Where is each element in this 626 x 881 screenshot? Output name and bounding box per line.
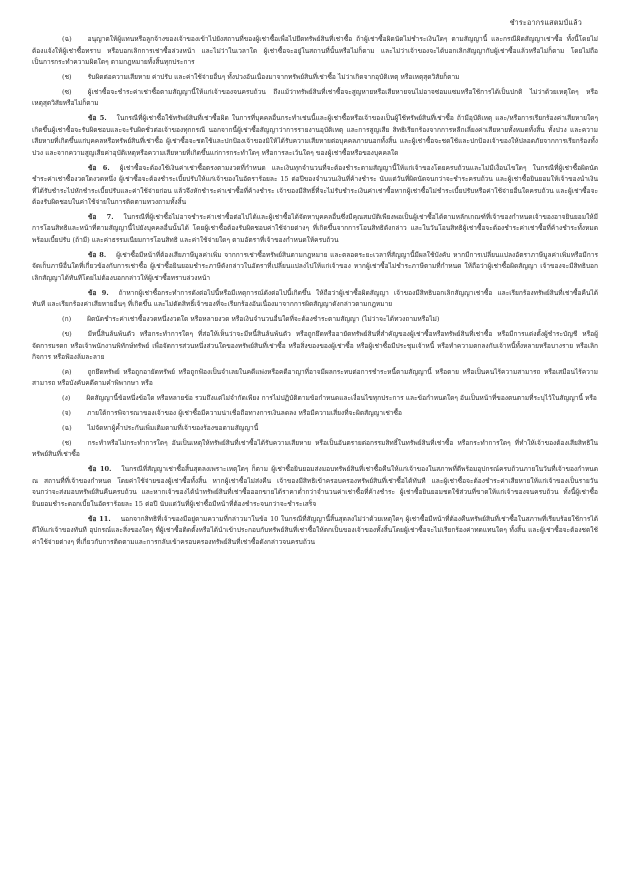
clause-6 xyxy=(32,163,598,209)
clause-4-sub-e-marker: (ช) xyxy=(62,72,72,81)
clause-9-sub-g-marker: (ช) xyxy=(62,438,72,447)
clause-10-text: ในกรณีที่สัญญาเช่าซื้อสิ้นสุดลงเพราะเหตุใดๆ ก็ตาม ผู้เช่าซื้อยินยอมส่งมอบทรัพย์สินที่เช่าซื้อคืนให้แก่เจ้าของในสภาพที่ดีพร้อมอุปกรณ์ครบถ้วนภายในวันที่เจ้าของกำหนด ณ สถานที่ที่เจ้าของกำหนด โดยค่าใช้จ่ายของผู้เช่าซื้อทั้งสิ้น หากผู้เช่าซื้อไม่ส่งคืน เจ้าของมีสิทธิเข้าครอบครองทรัพย์สินที่เช่าซื้อได้ทันที และผู้เช่าซื้อจะต้องชำระค่าเสียหายให้แก่เจ้าของเป็นรายวันจนกว่าจะส่งมอบทรัพย์สินคืนครบถ้วน และหากเจ้าของได้นำทรัพย์สินที่เช่าซื้อออกขายได้ราคาต่ำกว่าจำนวนค่าเช่าซื้อที่ค้างชำระ ผู้เช่าซื้อยินยอมชดใช้ส่วนที่ขาดให้แก่เจ้าของจนครบถ้วน ทั้งนี้ผู้เช่าซื้อยินยอมชำระดอกเบี้ยในอัตราร้อยละ 15 ต่อปี นับแต่วันที่ผู้เช่าซื้อมีหน้าที่ต้องชำระจนกว่าจะชำระเสร็จ xyxy=(32,465,598,508)
clause-7-text: ในกรณีที่ผู้เช่าซื้อไม่อาจชำระค่าเช่าซื้อต่อไปได้และผู้เช่าซื้อได้จัดหาบุคคลอื่นซึ่งมีคุณสมบัติเพียงพอเป็นผู้เช่าซื้อได้ตามหลักเกณฑ์ที่เจ้าของกำหนดเจ้าของอาจยินยอมให้มีการโอนสิทธิและหน้าที่ตามสัญญานี้ไปยังบุคคลอื่นนั้นได้ โดยผู้เช่าซื้อต้องรับผิดชอบค่าใช้จ่ายต่างๆ ที่เกิดขึ้นจากการโอนสิทธิดังกล่าว และในวันโอนสิทธิผู้เช่าซื้อจะต้องชำระค่าเช่าซื้อที่ค้างชำระทั้งหมดพร้อมเบี้ยปรับ (ถ้ามี) และค่าธรรมเนียมการโอนสิทธิ และค่าใช้จ่ายใดๆ ตามอัตราที่เจ้าของกำหนดให้ครบถ้วน xyxy=(32,212,598,244)
clause-11-marker: ข้อ 11. xyxy=(88,514,111,523)
clause-9-sub-e-marker: (จ) xyxy=(62,409,72,418)
clause-9-marker: ข้อ 9. xyxy=(88,288,109,297)
clause-4-sub-f-marker: (ซ) xyxy=(62,87,72,96)
clause-4-sub-e-text: รับผิดต่อความเสียหาย ค่าปรับ และค่าใช้จ่ายอื่นๆ ทั้งปวงอันเนื่องมาจากทรัพย์สินที่เช่าซื้อ ไม่ว่าเกิดจากอุบัติเหตุ หรือเหตุสุดวิสัยก็ตาม xyxy=(87,72,460,81)
clause-4-sub-f xyxy=(32,87,598,110)
clause-9-sub-d-text: ผิดสัญญานี้ข้อหนึ่งข้อใด หรือหลายข้อ รวมถึงแต่ไม่จำกัดเพียง การไม่ปฏิบัติตามข้อกำหนดและเงื่อนไขทุกประการ และข้อกำหนดใดๆ อันเป็นหน้าที่ของตนตามที่ระบุไว้ในสัญญานี้ หรือ xyxy=(86,394,597,403)
clause-9-sub-d xyxy=(32,393,598,405)
clause-4-sub-f-text: ผู้เช่าซื้อจะชำระค่าเช่าซื้อตามสัญญานี้ให้แก่เจ้าของจนครบถ้วน ถึงแม้ว่าทรัพย์สินที่เช่าซื้อจะสูญหายหรือเสียหายจนไม่อาจซ่อมแซมหรือใช้การได้เป็นปกติ ไม่ว่าด้วยเหตุใดๆ หรือเหตุสุดวิสัยหรือไม่ก็ตาม xyxy=(32,87,598,108)
clause-9-sub-f-text: ไม่จัดหาผู้ค้ำประกันเพิ่มเติมตามที่เจ้าของร้องขอตามสัญญานี้ xyxy=(87,424,259,433)
clause-9-text: ถ้าหากผู้เช่าซื้อกระทำการดังต่อไปนี้หรือมีเหตุการณ์ดังต่อไปนี้เกิดขึ้น ให้ถือว่าผู้เช่าซื้อผิดสัญญา เจ้าของมีสิทธิบอกเลิกสัญญาเช่าซื้อ และเรียกร้องทรัพย์สินที่เช่าซื้อคืนได้ทันที และเรียกร้องค่าเสียหายอื่นๆ ที่เกิดขึ้น และไม่ตัดสิทธิ์เจ้าของที่จะเรียกร้องอันเนื่องมาจากการผิดสัญญาดังกล่าวตามกฎหมาย xyxy=(32,288,598,309)
clause-4-sub-d-marker: (ฉ) xyxy=(62,35,72,43)
clause-9-sub-a-marker: (ก) xyxy=(62,315,72,324)
clause-9-sub-d-marker: (ง) xyxy=(62,394,71,403)
clause-8 xyxy=(32,250,598,285)
clause-9-sub-a-text: ผิดนัดชำระค่าเช่าซื้องวดหนึ่งงวดใด หรือหลายงวด หรือเงินจำนวนอื่นใดที่จะต้องชำระตามสัญญา (ไม่ว่าจะได้ทวงถามหรือไม่) xyxy=(87,315,440,324)
clause-9-sub-e-text: ภายใต้การพิจารณาของเจ้าของ ผู้เช่าซื้อมีความน่าเชื่อถือทางการเงินลดลง หรือมีความเสี่ยงที่จะผิดสัญญาเช่าซื้อ xyxy=(87,409,402,418)
clause-9-sub-c-text: ถูกยึดทรัพย์ หรือถูกอายัดทรัพย์ หรือถูกฟ้องเป็นจำเลยในคดีแพ่งหรือคดีอาญาที่อาจมีผลกระทบต่อการชำระหนี้ตามสัญญานี้ หรือตาย หรือเป็นคนไร้ความสามารถ หรือเสมือนไร้ความสามารถ หรือบังคับคดีตามคำพิพากษา หรือ xyxy=(32,367,598,388)
clause-9-sub-e xyxy=(32,408,598,420)
clause-7-marker: ข้อ 7. xyxy=(88,212,114,221)
clause-4-sub-d-text: อนุญาตให้ผู้แทนหรือลูกจ้างของเจ้าของเข้าไปยังสถานที่ของผู้เช่าซื้อเพื่อไปยึดทรัพย์สินที่เช่าซื้อ ถ้าผู้เช่าซื้อผิดนัดไม่ชำระเงินใดๆ ตามสัญญานี้ และกรณีผิดสัญญาเช่าซื้อ ทั้งนี้โดยไม่ต้องแจ้งให้ผู้เช่าซื้อทราบ หรือบอกเลิกการเช่าซื้อล่วงหน้า และไม่ว่าในเวลาใด ผู้เช่าซื้อจะอยู่ในสถานที่นั้นหรือไม่ก็ตาม และไม่ว่าเจ้าของจะได้บอกเลิกสัญญากับผู้เช่าซื้อแล้วหรือไม่ก็ตาม โดยไม่ถือเป็นการกระทำความผิดใดๆ ตามกฎหมายทั้งสิ้นทุกประการ xyxy=(32,35,598,66)
clause-9-sub-f xyxy=(32,423,598,435)
clause-9-sub-c-marker: (ค) xyxy=(62,367,72,376)
clause-5-text: ในกรณีที่ผู้เช่าซื้อใช้ทรัพย์สินที่เช่าซื้อผิด ในการที่บุคคลอื่นกระทำเช่นนี้และผู้เช่าซื้อหรือเจ้าของเป็นผู้ใช้ทรัพย์สินที่เช่าซื้อ ถ้ามีอุบัติเหตุ และ/หรือการเรียกร้องค่าเสียหายใดๆ เกิดขึ้นผู้เช่าซื้อจะรับผิดชอบและจะรับผิดชั่วต่อเจ้าของทุกกรณี นอกจากนี้ผู้เช่าซื้อสัญญาว่าการรายงานอุบัติเหตุ และการสูญเสีย สิทธิเรียกร้องจากการหลีกเลี่ยงค่าเสียหายทั้งหมดทั้งสิ้น ทั้งปวง และความเสียหายที่เกิดขึ้นแก่บุคคลหรือทรัพย์สินที่เช่าซื้อ ผู้เช่าซื้อจะชดใช้และปกป้องเจ้าของมิให้ได้รับความเสียหายต่อบุคคลภายนอกทั้งสิ้น และผู้เช่าซื้อจะชดใช้และปกป้องเจ้าของให้ปลอดภัยจากการเรียกร้องทั้งปวง และจากความสูญเสียค่าอุบัติเหตุหรือความเสียหายที่เกิดขึ้นแก่การกระทำใดๆ หรือการละเว้นใดๆ ของผู้เช่าซื้อหรือของบุคคลใด xyxy=(32,114,598,157)
clause-9-sub-b xyxy=(32,329,598,364)
clause-5 xyxy=(32,113,598,159)
clause-11 xyxy=(32,514,598,549)
clause-10 xyxy=(32,464,598,510)
clause-9-sub-g-text: กระทำหรือไม่กระทำการใดๆ อันเป็นเหตุให้ทรัพย์สินที่เช่าซื้อได้รับความเสียหาย หรือเป็นอันตรายต่อกรรมสิทธิ์ในทรัพย์สินที่เช่าซื้อ หรือกระทำการใดๆ ที่ทำให้เจ้าของต้องเสียสิทธิในทรัพย์สินที่เช่าซื้อ xyxy=(32,438,598,459)
clause-9 xyxy=(32,288,598,311)
clause-9-sub-b-text: มีหนี้สินล้นพ้นตัว หรือกระทำการใดๆ ที่ส่อให้เห็นว่าจะมีหนี้สินล้นพ้นตัว หรือถูกยึดหรืออายัดทรัพย์สินที่สำคัญของผู้เช่าซื้อหรือทรัพย์สินที่เช่าซื้อ หรือมีการแต่งตั้งผู้ชำระบัญชี หรือผู้จัดการมรดก หรือเจ้าพนักงานพิทักษ์ทรัพย์ เพื่อจัดการส่วนหนึ่งส่วนใดของทรัพย์สินที่เช่าซื้อ หรือสิ่งของของผู้เช่าซื้อ หรือผู้เช่าซื้อมีประชุมเจ้าหนี้ หรือทำความตกลงกับเจ้าหนี้ทั้งหลายหรือบางราย หรือเลิกกิจการ หรือฟ้องล้มละลาย xyxy=(32,330,598,362)
clause-9-sub-f-marker: (ฉ) xyxy=(62,424,72,433)
clause-9-sub-a xyxy=(32,314,598,326)
clause-5-marker: ข้อ 5. xyxy=(88,114,107,123)
clause-8-text: ผู้เช่าซื้อมีหน้าที่ต้องเสียภาษีมูลค่าเพิ่ม จากการเช่าซื้อทรัพย์สินตามกฎหมาย และตลอดระยะเวลาที่สัญญานี้มีผลใช้บังคับ หากมีการเปลี่ยนแปลงอัตราภาษีมูลค่าเพิ่มหรือมีการจัดเก็บภาษีอื่นใดที่เกี่ยวข้องกับการเช่าซื้อ ผู้เช่าซื้อยินยอมชำระภาษีดังกล่าวในอัตราที่เปลี่ยนแปลงไปให้แก่เจ้าของ หากผู้เช่าซื้อไม่ชำระภาษีตามที่กำหนด ให้ถือว่าผู้เช่าซื้อผิดสัญญา เจ้าของจะมีสิทธิบอกเลิกสัญญาได้ทันทีโดยไม่ต้องบอกกล่าวให้ผู้เช่าซื้อทราบล่วงหน้า xyxy=(32,250,599,282)
clause-7 xyxy=(32,212,598,247)
clause-9-sub-g xyxy=(32,438,598,461)
clause-4-sub-e xyxy=(32,72,598,84)
clause-9-sub-b-marker: (ข) xyxy=(62,330,72,339)
clause-8-marker: ข้อ 8. xyxy=(88,250,107,259)
clause-10-marker: ข้อ 10. xyxy=(88,465,112,474)
clause-6-text: ผู้เช่าซื้อจะต้องใช้เงินค่าเช่าซื้อตรงตามงวดที่กำหนด และเงินทุกจำนวนที่จะต้องชำระตามสัญญานี้ให้แก่เจ้าของโดยครบถ้วนและไม่มีเงื่อนไขใดๆ ในกรณีที่ผู้เช่าซื้อผิดนัดชำระค่าเช่าซื้องวดใดงวดหนึ่ง ผู้เช่าซื้อจะต้องชำระเบี้ยปรับให้แก่เจ้าของในอัตราร้อยละ 15 ต่อปีของจำนวนเงินที่ค้างชำระ นับแต่วันที่ผิดนัดจนกว่าจะชำระครบถ้วน และผู้เช่าซื้อยินยอมให้เจ้าของนำเงินที่ได้รับชำระไปหักชำระเบี้ยปรับและค่าใช้จ่ายก่อน แล้วจึงหักชำระค่าเช่าซื้อที่ค้างชำระ เจ้าของมีสิทธิ์ที่จะไม่รับชำระเงินค่าเช่าซื้อหากผู้เช่าซื้อไม่ชำระเบี้ยปรับหรือค่าใช้จ่ายอื่นใดครบถ้วน และผู้เช่าซื้อจะต้องรับผิดชอบในค่าใช้จ่ายในการติดตามทวงถามทั้งสิ้น xyxy=(32,163,598,207)
contract-body xyxy=(32,34,598,552)
stamp-duty-note: ชำระอากรแสตมป์แล้ว xyxy=(509,18,582,27)
clause-4-sub-d xyxy=(32,34,598,69)
clause-11-text: นอกจากสิทธิที่เจ้าของมีอยู่ตามความที่กล่าวมาในข้อ 10 ในกรณีที่สัญญานี้สิ้นสุดลงไม่ว่าด้วยเหตุใดๆ ผู้เช่าซื้อมีหน้าที่ต้องคืนทรัพย์สินที่เช่าซื้อในสภาพที่เรียบร้อยใช้การได้ดีให้แก่เจ้าของทันที อุปกรณ์และสิ่งของใดๆ ที่ผู้เช่าซื้อติดตั้งหรือได้นำเข้าประกอบกับทรัพย์สินที่เช่าซื้อให้ตกเป็นของเจ้าของทั้งสิ้นโดยผู้เช่าซื้อจะไม่เรียกร้องค่าทดแทนใดๆ ทั้งสิ้น และผู้เช่าซื้อจะต้องชดใช้ค่าใช้จ่ายต่างๆ ที่เกี่ยวกับการติดตามและการกลับเข้าครอบครองทรัพย์สินที่เช่าซื้อดังกล่าวจนครบถ้วน xyxy=(32,514,598,546)
clause-6-marker: ข้อ 6. xyxy=(88,163,110,172)
clause-9-sub-c xyxy=(32,367,598,390)
